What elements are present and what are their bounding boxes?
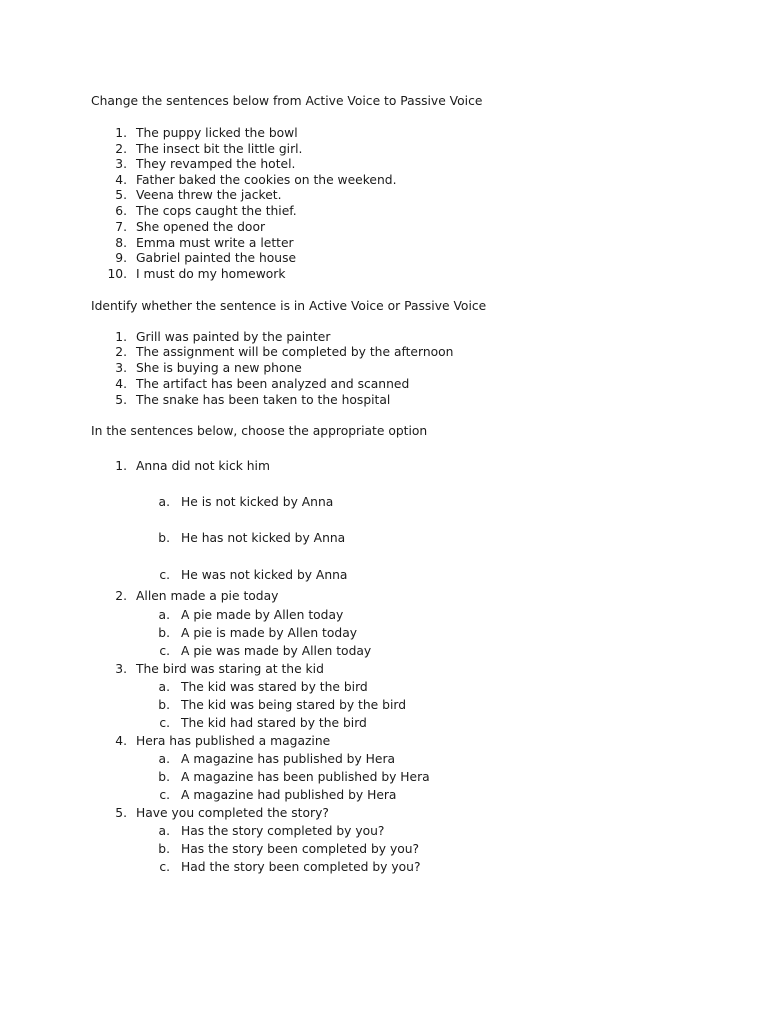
option-letter: b. (158, 626, 170, 640)
list-item-text: The cops caught the thief. (136, 204, 297, 218)
list-item-text: Gabriel painted the house (136, 251, 297, 265)
question-text: Hera has published a magazine (136, 734, 331, 748)
list-item-text: Emma must write a letter (136, 236, 294, 250)
list-item-number: 4. (115, 377, 127, 391)
option-text: A pie is made by Allen today (181, 626, 358, 640)
option-letter: a. (158, 608, 170, 622)
question-number: 5. (115, 806, 127, 820)
list-item-number: 9. (115, 251, 127, 265)
option-text: A pie was made by Allen today (181, 644, 372, 658)
option-letter: c. (159, 860, 170, 874)
list-item-text: Grill was painted by the painter (136, 330, 331, 344)
list-item-number: 5. (115, 393, 127, 407)
option-text: Had the story been completed by you? (181, 860, 421, 874)
list-item-number: 10. (107, 267, 127, 281)
section-3-heading: In the sentences below, choose the appropriate option (91, 424, 428, 438)
section-1-heading: Change the sentences below from Active Voice to Passive Voice (91, 94, 483, 108)
option-letter: c. (159, 644, 170, 658)
option-text: He was not kicked by Anna (181, 568, 348, 582)
option-letter: a. (158, 824, 170, 838)
question-number: 1. (115, 459, 127, 473)
list-item-number: 1. (115, 126, 127, 140)
option-text: A magazine has published by Hera (181, 752, 396, 766)
list-item-text: The assignment will be completed by the afternoon (136, 345, 454, 359)
question-number: 4. (115, 734, 127, 748)
option-letter: b. (158, 698, 170, 712)
option-letter: c. (159, 568, 170, 582)
option-text: The kid was being stared by the bird (181, 698, 407, 712)
list-item-number: 3. (115, 157, 127, 171)
question-text: The bird was staring at the kid (136, 662, 324, 676)
list-item-number: 7. (115, 220, 127, 234)
list-item-text: Veena threw the jacket. (136, 188, 282, 202)
section-2-heading: Identify whether the sentence is in Active Voice or Passive Voice (91, 299, 487, 313)
list-item-number: 3. (115, 361, 127, 375)
list-item-number: 4. (115, 173, 127, 187)
option-text: He has not kicked by Anna (181, 531, 346, 545)
option-letter: b. (158, 770, 170, 784)
list-item-number: 2. (115, 345, 127, 359)
option-text: A magazine has been published by Hera (181, 770, 430, 784)
list-item-number: 8. (115, 236, 127, 250)
list-item-text: The snake has been taken to the hospital (136, 393, 391, 407)
option-text: A magazine had published by Hera (181, 788, 397, 802)
question-number: 2. (115, 589, 127, 603)
question-text: Have you completed the story? (136, 806, 329, 820)
option-text: He is not kicked by Anna (181, 495, 334, 509)
list-item-text: I must do my homework (136, 267, 286, 281)
option-text: The kid had stared by the bird (181, 716, 367, 730)
question-text: Anna did not kick him (136, 459, 270, 473)
option-text: Has the story been completed by you? (181, 842, 420, 856)
option-text: Has the story completed by you? (181, 824, 385, 838)
question-text: Allen made a pie today (136, 589, 279, 603)
list-item-text: She is buying a new phone (136, 361, 302, 375)
list-item-text: The artifact has been analyzed and scanned (136, 377, 410, 391)
question-number: 3. (115, 662, 127, 676)
option-text: The kid was stared by the bird (181, 680, 368, 694)
list-item-text: The insect bit the little girl. (136, 142, 303, 156)
option-letter: a. (158, 752, 170, 766)
option-letter: c. (159, 716, 170, 730)
list-item-number: 1. (115, 330, 127, 344)
list-item-text: Father baked the cookies on the weekend. (136, 173, 397, 187)
list-item-number: 2. (115, 142, 127, 156)
option-letter: b. (158, 531, 170, 545)
list-item-number: 6. (115, 204, 127, 218)
list-item-number: 5. (115, 188, 127, 202)
option-letter: a. (158, 495, 170, 509)
list-item-text: She opened the door (136, 220, 266, 234)
option-letter: c. (159, 788, 170, 802)
option-letter: b. (158, 842, 170, 856)
list-item-text: The puppy licked the bowl (136, 126, 298, 140)
option-text: A pie made by Allen today (181, 608, 344, 622)
list-item-text: They revamped the hotel. (136, 157, 296, 171)
option-letter: a. (158, 680, 170, 694)
